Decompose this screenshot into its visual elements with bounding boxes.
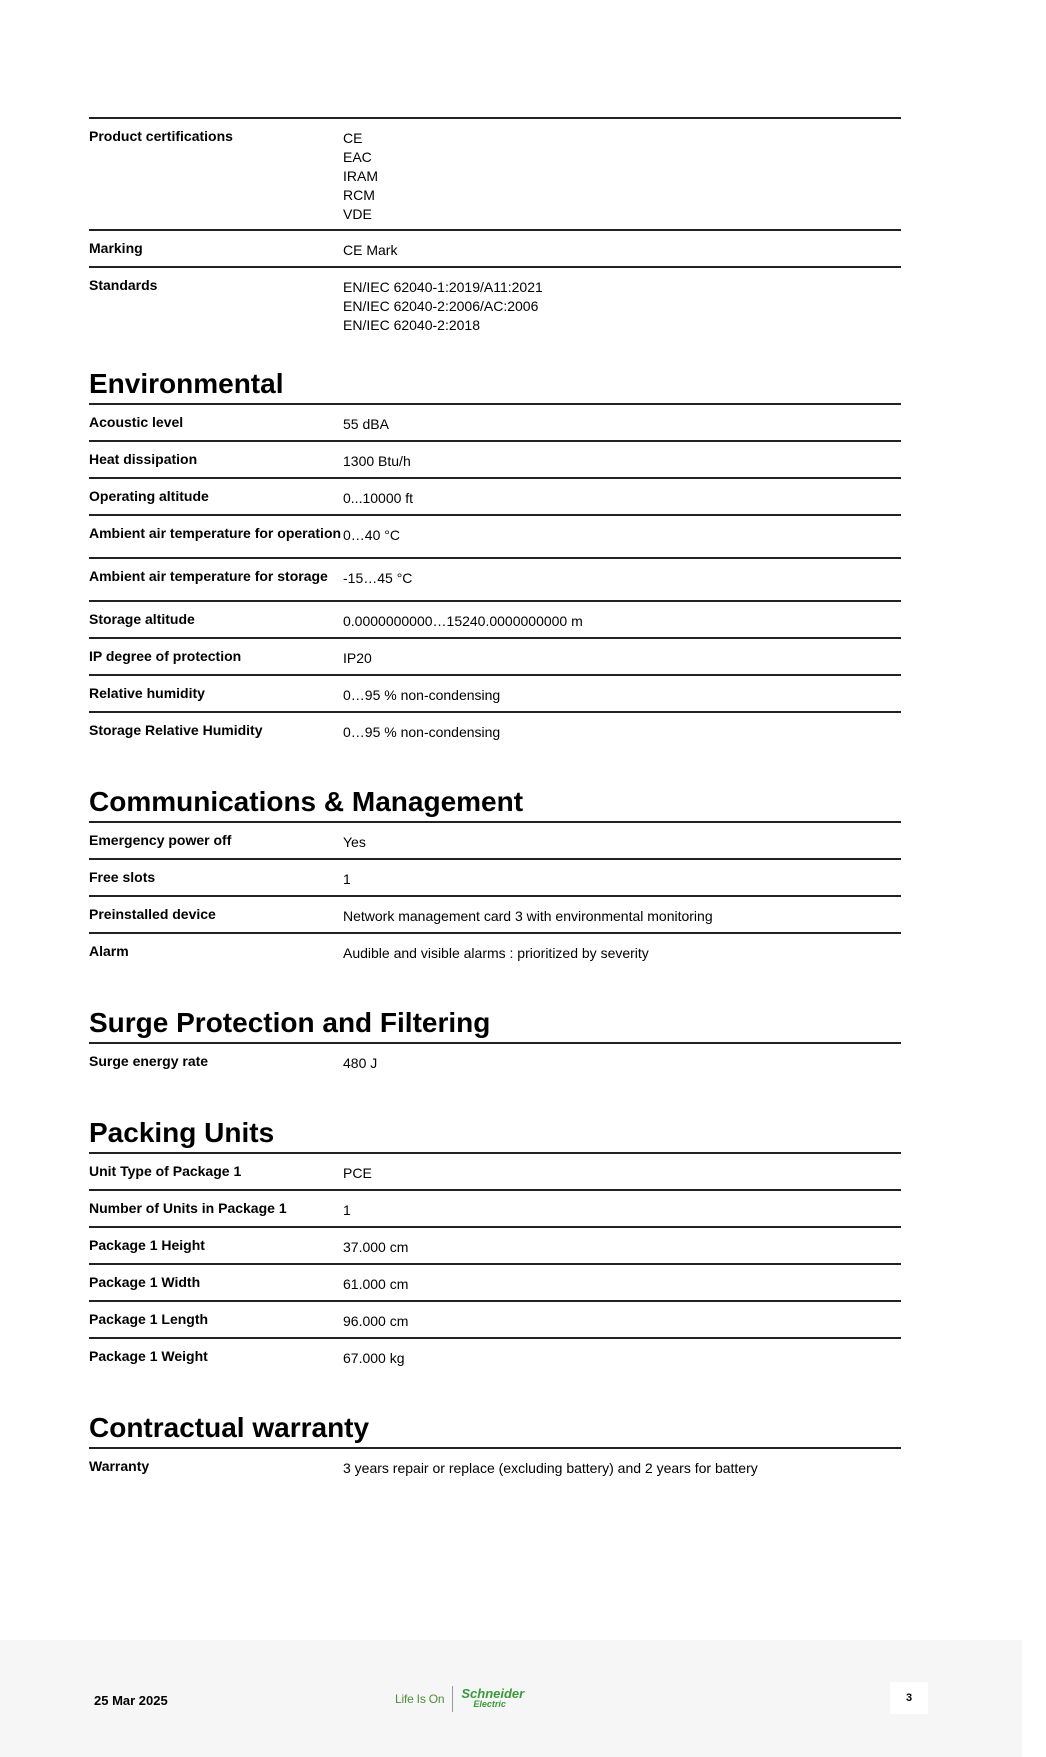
section-5 <box>89 1412 901 1484</box>
spec-row <box>89 1152 901 1189</box>
spec-values <box>343 449 411 471</box>
spec-values <box>343 1161 372 1183</box>
spec-row <box>89 1447 901 1484</box>
spec-value: 1300 Btu/h <box>343 453 411 469</box>
spec-values <box>343 1309 408 1331</box>
spec-value: 480 J <box>343 1055 378 1071</box>
spec-label: Surge energy rate <box>89 1053 209 1069</box>
spec-value: Network management card 3 with environmental monitoring <box>343 908 713 924</box>
spec-value: EAC <box>343 149 372 165</box>
spec-values <box>343 830 366 852</box>
spec-label: Number of Units in Package 1 <box>89 1200 287 1216</box>
spec-value: -15…45 °C <box>343 570 413 586</box>
spec-values <box>343 720 500 742</box>
spec-values <box>343 1346 405 1368</box>
schneider-logo <box>395 1683 524 1715</box>
spec-value: 55 dBA <box>343 416 389 432</box>
spec-value: CE <box>343 130 363 146</box>
spec-value: EN/IEC 62040-2:2018 <box>343 317 480 333</box>
spec-value: 0.0000000000…15240.0000000000 m <box>343 613 583 629</box>
spec-label: Preinstalled device <box>89 906 216 922</box>
spec-value: Audible and visible alarms : prioritized by severity <box>343 945 649 961</box>
brand-line1: Schneider <box>461 1686 525 1701</box>
spec-value: 0…95 % non-condensing <box>343 687 501 703</box>
spec-row <box>89 1189 901 1226</box>
spec-value: 0…95 % non-condensing <box>343 724 501 740</box>
spec-values <box>343 646 372 668</box>
spec-label: Package 1 Length <box>89 1311 209 1327</box>
spec-content <box>89 117 901 1484</box>
spec-values <box>343 609 583 631</box>
spec-value: 0…40 °C <box>343 527 400 543</box>
spec-values <box>343 1235 408 1257</box>
spec-row <box>89 403 901 440</box>
spec-label: Acoustic level <box>89 414 184 430</box>
section-0 <box>89 117 901 333</box>
spec-row <box>89 440 901 477</box>
spec-label: Package 1 Width <box>89 1274 201 1290</box>
spec-label: Emergency power off <box>89 832 232 848</box>
page-footer <box>0 1640 1022 1757</box>
spec-values <box>343 867 351 889</box>
section-3 <box>89 1007 901 1079</box>
spec-value: 3 years repair or replace (excluding battery) and 2 years for battery <box>343 1460 758 1476</box>
spec-row <box>89 1300 901 1337</box>
section-title: Packing Units <box>89 1117 275 1148</box>
spec-row <box>89 1337 901 1374</box>
spec-value: 67.000 kg <box>343 1350 405 1366</box>
spec-value: EN/IEC 62040-2:2006/AC:2006 <box>343 298 539 314</box>
spec-row <box>89 821 901 858</box>
spec-value: 1 <box>343 1202 351 1218</box>
spec-row <box>89 1042 901 1079</box>
spec-label: Marking <box>89 240 143 256</box>
spec-row <box>89 932 901 969</box>
section-title: Communications & Management <box>89 786 524 817</box>
spec-values <box>343 941 649 963</box>
spec-value: EN/IEC 62040-1:2019/A11:2021 <box>343 279 543 295</box>
spec-row <box>89 557 901 600</box>
spec-label: Package 1 Weight <box>89 1348 208 1364</box>
spec-label: Alarm <box>89 943 129 959</box>
life-is-on-tagline: Life Is On <box>395 1692 445 1706</box>
spec-values <box>343 275 543 335</box>
spec-row <box>89 514 901 557</box>
spec-value: IP20 <box>343 650 372 666</box>
spec-values <box>343 126 378 224</box>
spec-value: Yes <box>343 834 366 850</box>
spec-row <box>89 266 901 333</box>
spec-value: 37.000 cm <box>343 1239 409 1255</box>
spec-label: Relative humidity <box>89 685 205 701</box>
section-title: Surge Protection and Filtering <box>89 1007 491 1038</box>
section-2 <box>89 786 901 969</box>
spec-label: Unit Type of Package 1 <box>89 1163 242 1179</box>
spec-row <box>89 600 901 637</box>
spec-row <box>89 858 901 895</box>
spec-value: VDE <box>343 206 372 222</box>
spec-values <box>343 1198 351 1220</box>
logo-divider <box>452 1686 453 1712</box>
spec-label: Product certifications <box>89 128 233 144</box>
section-title: Contractual warranty <box>89 1412 370 1443</box>
spec-label: Free slots <box>89 869 156 885</box>
spec-row <box>89 895 901 932</box>
spec-label: Standards <box>89 277 158 293</box>
spec-value: 1 <box>343 871 351 887</box>
spec-value: 0...10000 ft <box>343 490 414 506</box>
spec-value: IRAM <box>343 168 378 184</box>
spec-value: RCM <box>343 187 375 203</box>
spec-row <box>89 1263 901 1300</box>
spec-values <box>343 683 500 705</box>
spec-row <box>89 117 901 229</box>
spec-values <box>343 1456 758 1478</box>
spec-value: 96.000 cm <box>343 1313 409 1329</box>
spec-values <box>343 486 413 508</box>
spec-values <box>343 1051 377 1073</box>
spec-label: Storage Relative Humidity <box>89 722 263 738</box>
spec-label: Heat dissipation <box>89 451 198 467</box>
spec-values <box>343 412 389 434</box>
page-number: 3 <box>890 1682 928 1714</box>
footer-date: 25 Mar 2025 <box>94 1693 168 1708</box>
spec-row <box>89 1226 901 1263</box>
spec-row <box>89 637 901 674</box>
spec-row <box>89 674 901 711</box>
spec-value: 61.000 cm <box>343 1276 409 1292</box>
spec-value: PCE <box>343 1165 372 1181</box>
spec-values <box>343 1272 408 1294</box>
spec-values <box>343 238 397 260</box>
spec-label: Ambient air temperature for storage <box>89 568 328 584</box>
spec-row <box>89 229 901 266</box>
spec-label: IP degree of protection <box>89 648 242 664</box>
spec-label: Package 1 Height <box>89 1237 205 1253</box>
spec-row <box>89 477 901 514</box>
spec-values <box>343 523 400 545</box>
brand-line2: Electric <box>473 1699 506 1709</box>
spec-value: CE Mark <box>343 242 398 258</box>
section-4 <box>89 1117 901 1374</box>
section-title: Environmental <box>89 368 284 399</box>
spec-row <box>89 711 901 748</box>
section-1 <box>89 368 901 748</box>
spec-values <box>343 566 412 588</box>
spec-values <box>343 904 713 926</box>
brand-name <box>461 1688 524 1710</box>
spec-label: Ambient air temperature for operation <box>89 525 342 541</box>
spec-label: Warranty <box>89 1458 150 1474</box>
spec-label: Storage altitude <box>89 611 195 627</box>
spec-label: Operating altitude <box>89 488 209 504</box>
